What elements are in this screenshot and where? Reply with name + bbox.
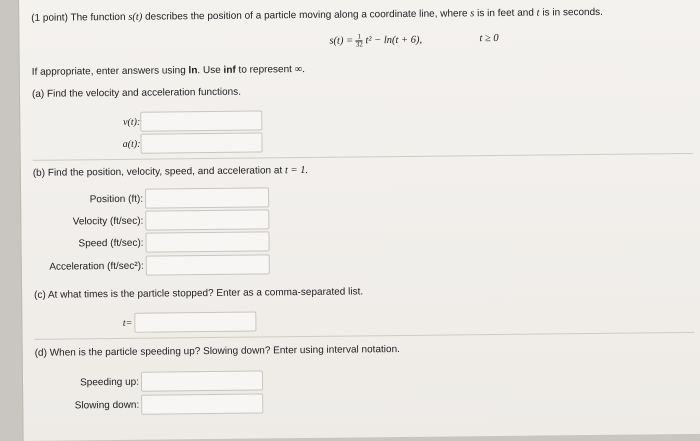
acceleration-function-label: a(t): (122, 138, 141, 150)
equation-rest: t² − ln(t + 6), (365, 34, 423, 47)
velocity-label: Velocity (ft/sec): (72, 215, 144, 228)
acceleration-label: Acceleration (ft/sec²): (49, 260, 144, 273)
intro-text-a: The function (70, 11, 126, 24)
equation-fraction (356, 33, 363, 48)
speeding-up-label: Speeding up: (80, 376, 140, 389)
infinity-symbol: ∞. (294, 64, 305, 76)
equation-lhs: s(t) = (329, 35, 354, 47)
note-text-c: to represent (238, 64, 292, 76)
part-a-question: (a) Find the velocity and acceleration functions. (31, 86, 242, 100)
speed-label: Speed (ft/sec): (78, 237, 144, 250)
answer-note (32, 64, 305, 78)
part-b-question (33, 165, 308, 179)
var-s: s (470, 8, 475, 20)
stopped-times-label: t= (122, 317, 133, 329)
velocity-function-label: v(t): (123, 116, 141, 128)
part-d-question: (d) When is the particle speeding up? Slowing down? Enter using interval notation. (34, 344, 400, 359)
slowing-down-label: Slowing down: (74, 399, 140, 412)
velocity-function-input[interactable] (140, 110, 262, 131)
acceleration-input[interactable] (146, 254, 270, 275)
divider (35, 332, 695, 340)
var-t: t (536, 7, 540, 19)
part-b-time: t = 1. (284, 164, 309, 177)
note-ln: ln (188, 65, 198, 77)
speed-input[interactable] (145, 231, 269, 252)
divider (33, 153, 693, 161)
part-b-question-text: (b) Find the position, velocity, speed, and acceleration at (32, 165, 283, 179)
slowing-down-input[interactable] (141, 393, 263, 414)
problem-statement (31, 7, 603, 24)
fraction-denominator: 32 (355, 40, 363, 49)
note-text-b: . Use (197, 64, 221, 77)
speeding-up-input[interactable] (141, 370, 263, 391)
stopped-times-input[interactable] (134, 312, 256, 333)
fraction-numerator: 1 (357, 32, 362, 41)
velocity-input[interactable] (145, 209, 269, 230)
function-name: s(t) (128, 11, 143, 23)
equation-domain: t ≥ 0 (479, 32, 499, 45)
points-label: (1 point) (31, 12, 68, 24)
note-inf: inf (223, 64, 236, 76)
position-input[interactable] (145, 187, 269, 208)
position-label: Position (ft): (89, 193, 144, 206)
position-equation (329, 33, 422, 49)
note-text-a: If appropriate, enter answers using (31, 65, 186, 78)
problem-sheet (18, 0, 700, 441)
intro-text-b: describes the position of a particle moving along a coordinate line, where (145, 8, 468, 23)
intro-text-c: is in feet and (477, 7, 534, 20)
intro-text-d: is in seconds. (542, 6, 604, 19)
acceleration-function-input[interactable] (140, 132, 262, 153)
part-c-question: (c) At what times is the particle stopped? Enter as a comma-separated list. (34, 286, 364, 301)
